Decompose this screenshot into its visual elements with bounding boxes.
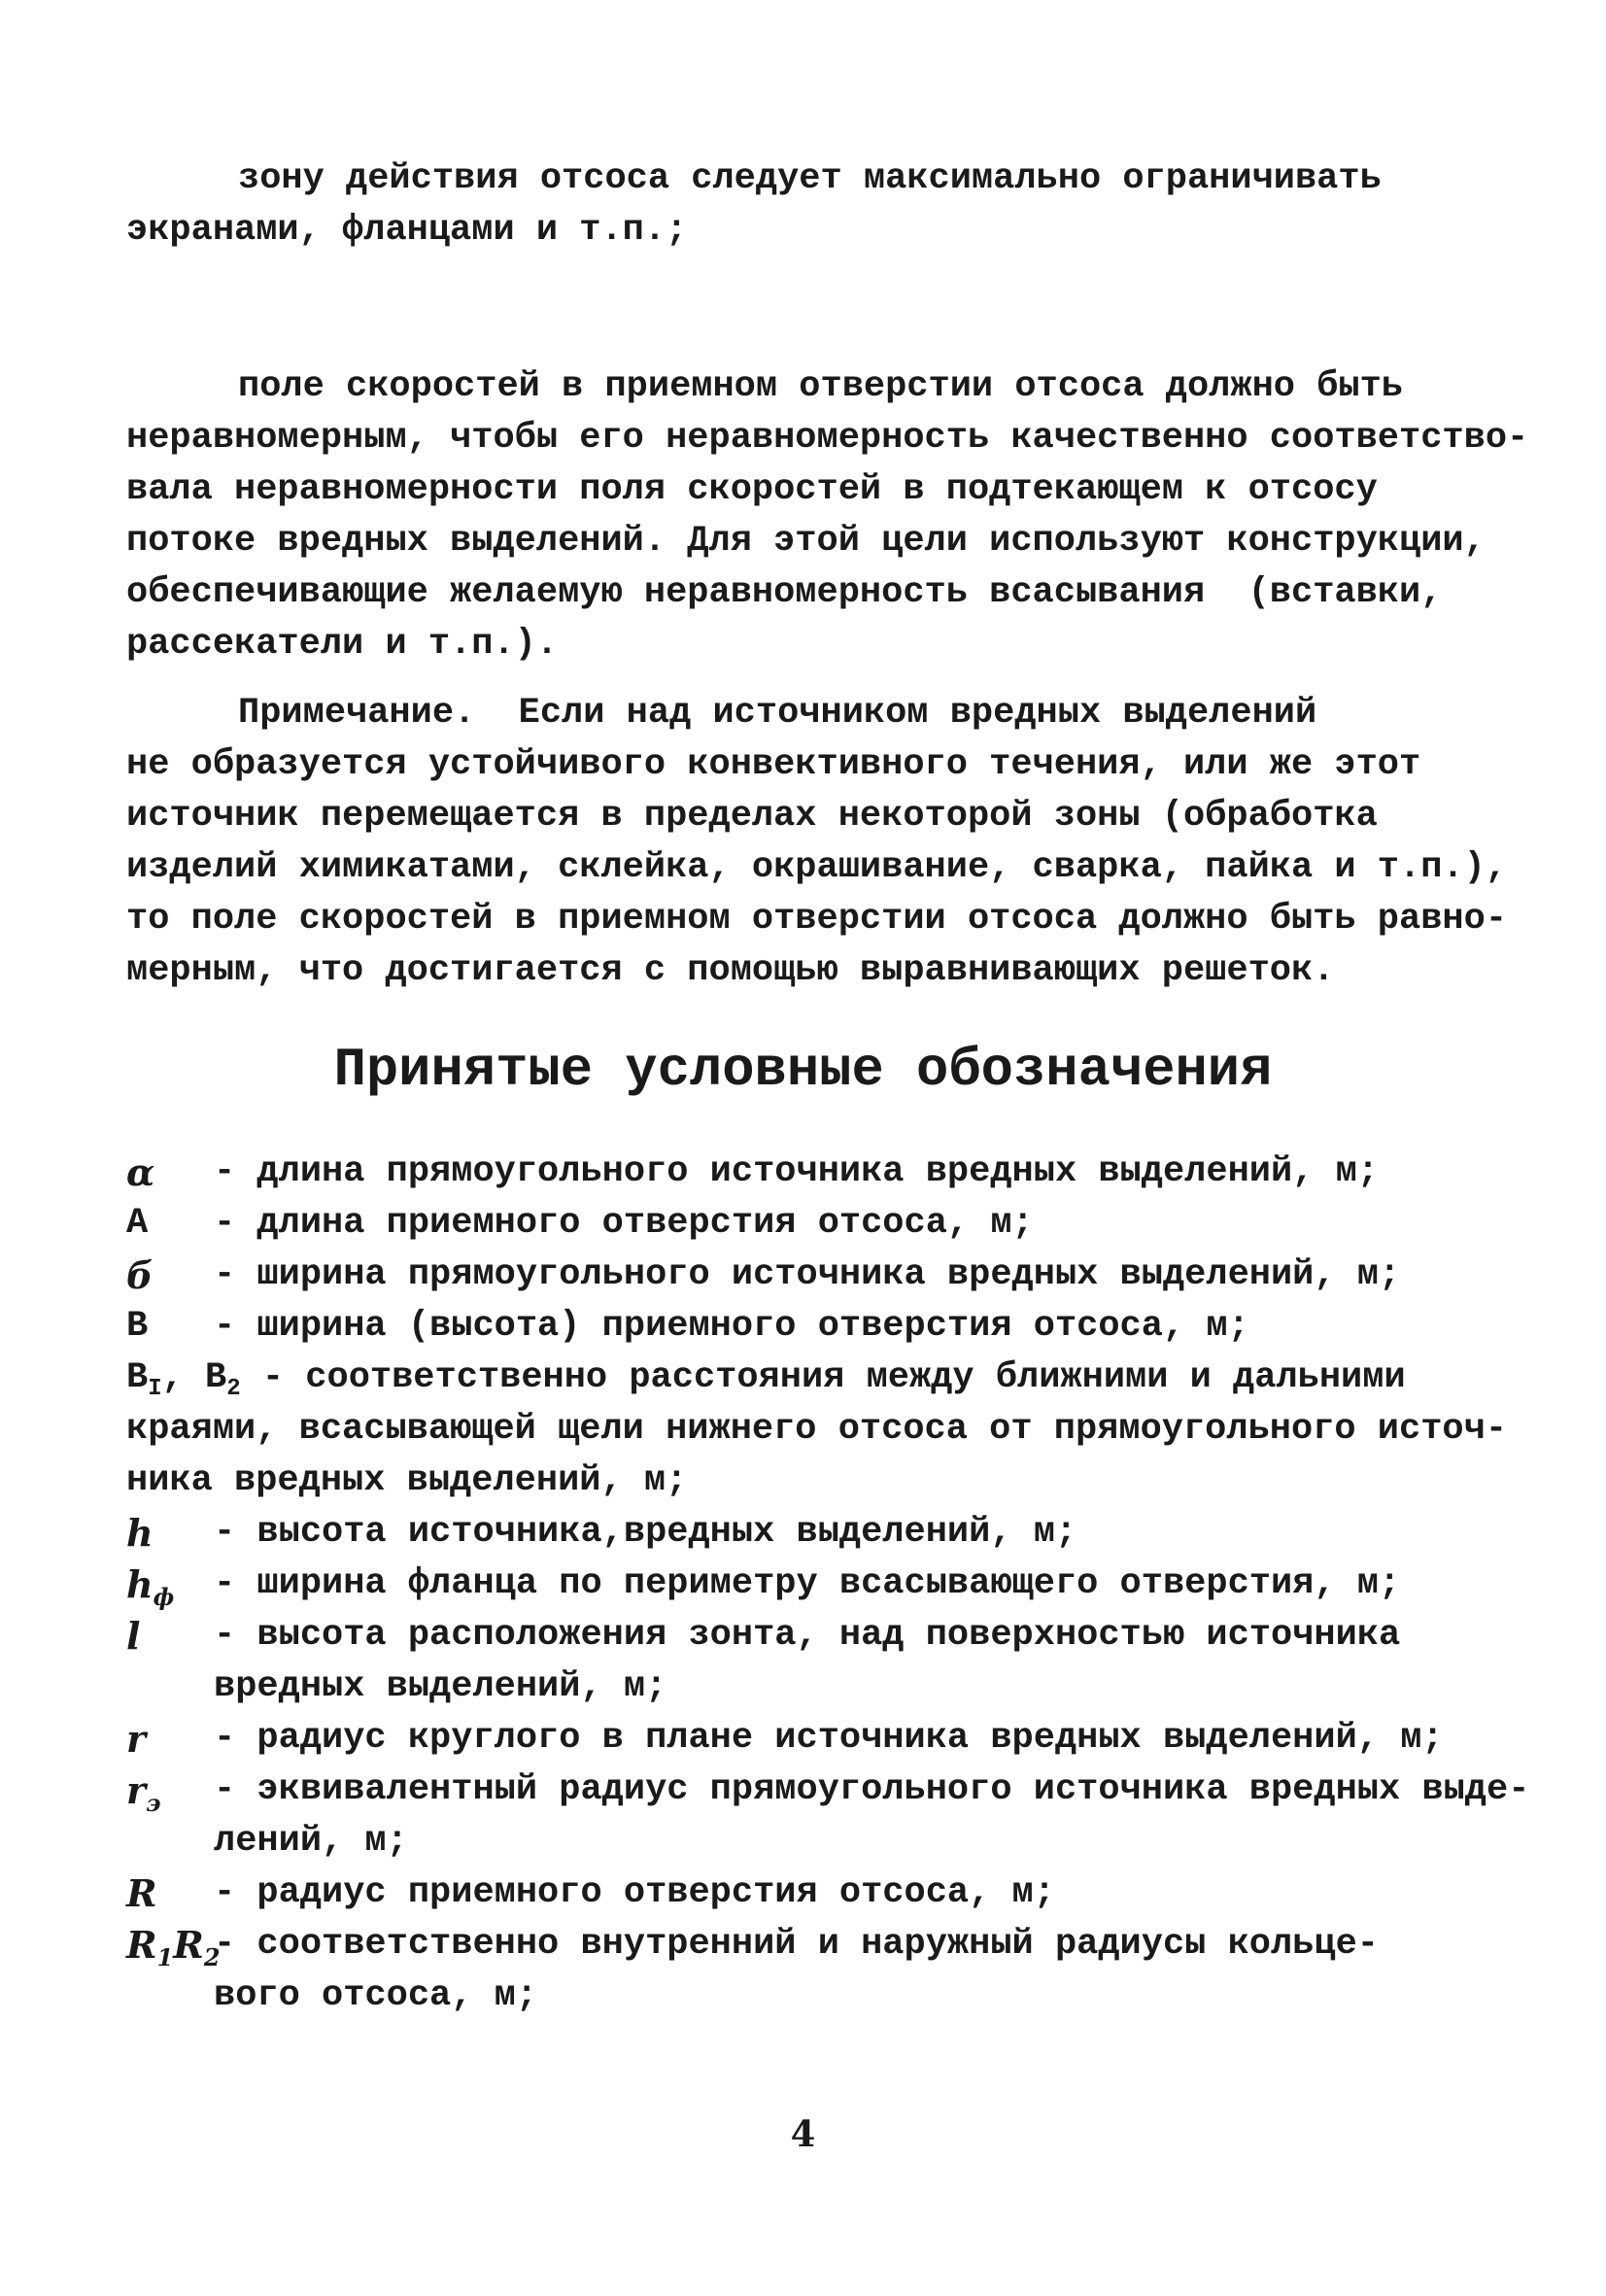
paragraph-2 [126,361,1529,670]
definition-item [126,1919,1506,2022]
definition-item [126,1765,1530,1868]
paragraph-line: рассекатели и т.п.). [126,624,559,665]
definition-symbol: $B_I$, $B_2$ [126,1357,241,1402]
definition-symbol: A [126,1203,149,1244]
definition-item [126,1198,1506,1250]
definition-symbol: l [126,1614,141,1658]
definition-text: - длина прямоугольного источника вредных выделений, м; [214,1151,1379,1192]
definition-text: - ширина (высота) приемного отверстия отсоса, м; [214,1306,1249,1347]
definition-symbol: R [126,1871,157,1915]
definition-item [126,1868,1506,1919]
definition-symbol: б [126,1253,154,1297]
paragraph-line: экранами, фланцами и т.п.; [126,210,688,251]
definition-symbol: α [126,1150,155,1194]
paragraph-line: обеспечивающие желаемую неравномерность всасывания (вставки, [126,572,1443,613]
definition-text: - ширина фланца по периметру всасывающего отверстия, м; [214,1563,1401,1604]
paragraph-line: источник перемещается в пределах некоторой зоны (обработка [126,796,1378,837]
definition-text: - ширина прямоугольного источника вредных выделений, м; [214,1254,1401,1295]
definition-item [126,1559,1506,1610]
definition-item [126,1301,1506,1353]
paragraph-line: потоке вредных выделений. Для этой цели используют конструкции, [126,521,1486,562]
definition-text: - радиус приемного отверстия отсоса, м; [214,1872,1055,1913]
definition-symbol: B [126,1306,149,1347]
definition-item [126,1507,1506,1559]
definition-text: - соответственно внутренний и наружный радиусы кольце- [214,1924,1379,1965]
paragraph-1 [126,154,1506,257]
symbols-list [126,1147,1530,2022]
note-paragraph [126,688,1506,997]
definition-symbol: h [126,1511,154,1555]
page-number: 4 [790,2112,816,2155]
definition-text: - соответственно расстояния между ближними и дальними [240,1357,1406,1398]
paragraph-line: изделий химикатами, склейка, окрашивание, сварка, пайка и т.п.), [126,847,1508,888]
definition-text: - длина приемного отверстия отсоса, м; [214,1203,1034,1244]
definition-item [126,1250,1506,1301]
definition-text: ника вредных выделений, м; [126,1460,688,1501]
paragraph-line: поле скоростей в приемном отверстии отсоса должно быть [238,366,1403,407]
definition-text: - высота источника,вредных выделений, м; [214,1512,1077,1553]
paragraph-line: не образуется устойчивого конвективного течения, или же этот [126,744,1421,785]
paragraph-line: то поле скоростей в приемном отверстии отсоса должно быть равно- [126,899,1508,940]
paragraph-line: мерным, что достигается с помощью выравнивающих решеток. [126,950,1335,991]
paragraph-line: зону действия отсоса следует максимально ограничивать [238,158,1382,199]
definition-item [126,1713,1506,1765]
paragraph-line: вала неравномерности поля скоростей в подтекающем к отсосу [126,469,1378,510]
definition-symbol: $R_1R_2$ [126,1923,221,1971]
definition-item [126,1610,1506,1713]
definition-text: лений, м; [214,1821,408,1862]
definition-text: краями, всасывающей щели нижнего отсоса от прямоугольного источ- [126,1409,1508,1450]
paragraph-line: неравномерным, чтобы его неравномерность качественно соответство- [126,418,1529,459]
definition-text: - высота расположения зонта, над поверхностью источника [214,1615,1401,1656]
definition-text: вредных выделений, м; [214,1666,667,1707]
definition-text: - радиус круглого в плане источника вредных выделений, м; [214,1718,1444,1759]
definition-symbol: $h_ф$ [126,1562,175,1611]
definition-item [126,1353,1506,1507]
section-heading: Принятые условные обозначения [333,1040,1273,1101]
definition-symbol: $r_э$ [126,1768,161,1817]
definition-first-line [126,1353,1506,1404]
definition-symbol: r [126,1717,147,1761]
definition-text: - эквивалентный радиус прямоугольного источника вредных выде- [214,1769,1530,1810]
definition-text: вого отсоса, м; [214,1975,538,2016]
paragraph-line: Примечание. Если над источником вредных выделений [238,693,1317,734]
definition-item [126,1147,1506,1198]
